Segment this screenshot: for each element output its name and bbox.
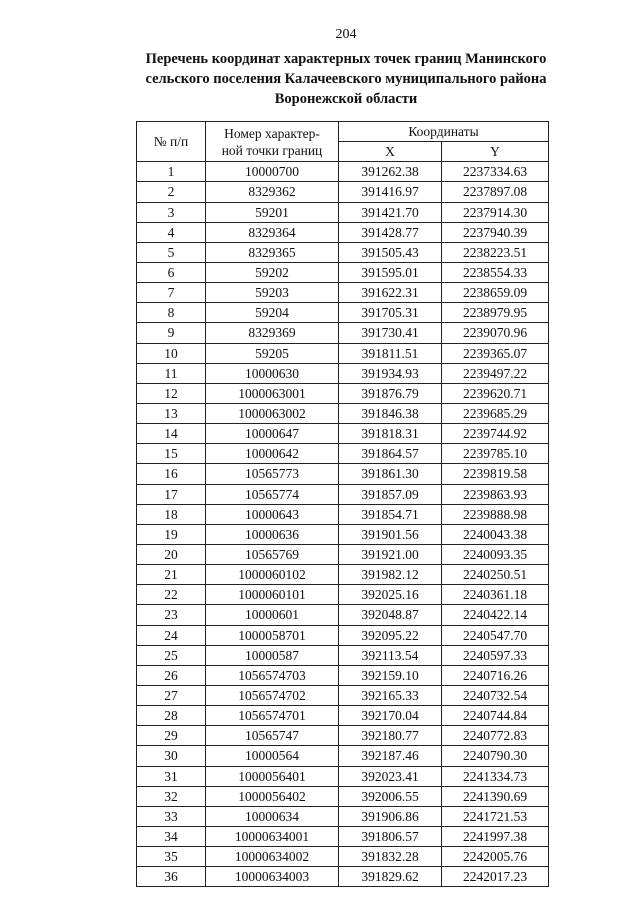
point-number-cell: 1000063001 <box>206 383 339 403</box>
table-body <box>137 162 549 887</box>
point-number-cell: 59203 <box>206 283 339 303</box>
x-coordinate-cell: 392170.04 <box>339 706 442 726</box>
x-coordinate-cell: 391906.86 <box>339 806 442 826</box>
header-number: № п/п <box>137 122 206 162</box>
row-number-cell: 27 <box>137 685 206 705</box>
y-coordinate-cell: 2240422.14 <box>442 605 549 625</box>
y-coordinate-cell: 2239620.71 <box>442 383 549 403</box>
point-number-cell: 10000634001 <box>206 826 339 846</box>
table-row <box>137 262 549 282</box>
x-coordinate-cell: 391421.70 <box>339 202 442 222</box>
point-number-cell: 10000642 <box>206 444 339 464</box>
point-number-cell: 1000060101 <box>206 585 339 605</box>
x-coordinate-cell: 391832.28 <box>339 847 442 867</box>
table-row <box>137 343 549 363</box>
header-y: Y <box>442 142 549 162</box>
x-coordinate-cell: 391622.31 <box>339 283 442 303</box>
table-row <box>137 585 549 605</box>
x-coordinate-cell: 391864.57 <box>339 444 442 464</box>
table-row <box>137 544 549 564</box>
point-number-cell: 1000063002 <box>206 403 339 423</box>
title-line-3: Воронежской области <box>274 91 418 107</box>
row-number-cell: 26 <box>137 665 206 685</box>
row-number-cell: 16 <box>137 464 206 484</box>
table-row <box>137 323 549 343</box>
y-coordinate-cell: 2241334.73 <box>442 766 549 786</box>
point-number-cell: 10000700 <box>206 162 339 182</box>
table-row <box>137 847 549 867</box>
x-coordinate-cell: 392159.10 <box>339 665 442 685</box>
table-row <box>137 424 549 444</box>
point-number-cell: 10000587 <box>206 645 339 665</box>
point-number-cell: 1000058701 <box>206 625 339 645</box>
table-row <box>137 363 549 383</box>
y-coordinate-cell: 2239888.98 <box>442 504 549 524</box>
row-number-cell: 33 <box>137 806 206 826</box>
row-number-cell: 10 <box>137 343 206 363</box>
row-number-cell: 30 <box>137 746 206 766</box>
x-coordinate-cell: 391934.93 <box>339 363 442 383</box>
point-number-cell: 1000060102 <box>206 565 339 585</box>
table-row <box>137 403 549 423</box>
y-coordinate-cell: 2240361.18 <box>442 585 549 605</box>
x-coordinate-cell: 391854.71 <box>339 504 442 524</box>
table-row <box>137 283 549 303</box>
x-coordinate-cell: 392095.22 <box>339 625 442 645</box>
y-coordinate-cell: 2239744.92 <box>442 424 549 444</box>
point-number-cell: 1056574703 <box>206 665 339 685</box>
row-number-cell: 6 <box>137 262 206 282</box>
row-number-cell: 8 <box>137 303 206 323</box>
row-number-cell: 19 <box>137 524 206 544</box>
point-number-cell: 10000643 <box>206 504 339 524</box>
point-number-cell: 10000634003 <box>206 867 339 887</box>
row-number-cell: 11 <box>137 363 206 383</box>
x-coordinate-cell: 391846.38 <box>339 403 442 423</box>
row-number-cell: 20 <box>137 544 206 564</box>
x-coordinate-cell: 391982.12 <box>339 565 442 585</box>
point-number-cell: 1000056402 <box>206 786 339 806</box>
row-number-cell: 34 <box>137 826 206 846</box>
row-number-cell: 32 <box>137 786 206 806</box>
row-number-cell: 7 <box>137 283 206 303</box>
row-number-cell: 1 <box>137 162 206 182</box>
y-coordinate-cell: 2239365.07 <box>442 343 549 363</box>
x-coordinate-cell: 391861.30 <box>339 464 442 484</box>
table-row <box>137 383 549 403</box>
y-coordinate-cell: 2237334.63 <box>442 162 549 182</box>
y-coordinate-cell: 2242005.76 <box>442 847 549 867</box>
x-coordinate-cell: 391829.62 <box>339 867 442 887</box>
point-number-cell: 10000634 <box>206 806 339 826</box>
table-row <box>137 645 549 665</box>
table-row <box>137 444 549 464</box>
row-number-cell: 28 <box>137 706 206 726</box>
x-coordinate-cell: 392025.16 <box>339 585 442 605</box>
header-point-line-1: Номер характер- <box>224 125 320 141</box>
document-title <box>100 49 592 109</box>
row-number-cell: 12 <box>137 383 206 403</box>
row-number-cell: 5 <box>137 242 206 262</box>
y-coordinate-cell: 2240043.38 <box>442 524 549 544</box>
x-coordinate-cell: 391806.57 <box>339 826 442 846</box>
row-number-cell: 14 <box>137 424 206 444</box>
table-row <box>137 524 549 544</box>
table-row <box>137 826 549 846</box>
header-coordinates: Координаты <box>339 122 549 142</box>
table-row <box>137 867 549 887</box>
row-number-cell: 23 <box>137 605 206 625</box>
row-number-cell: 25 <box>137 645 206 665</box>
row-number-cell: 36 <box>137 867 206 887</box>
y-coordinate-cell: 2241997.38 <box>442 826 549 846</box>
row-number-cell: 2 <box>137 182 206 202</box>
table-row <box>137 605 549 625</box>
y-coordinate-cell: 2238979.95 <box>442 303 549 323</box>
y-coordinate-cell: 2240250.51 <box>442 565 549 585</box>
coordinates-table <box>136 121 549 887</box>
row-number-cell: 9 <box>137 323 206 343</box>
x-coordinate-cell: 392187.46 <box>339 746 442 766</box>
point-number-cell: 1056574702 <box>206 685 339 705</box>
y-coordinate-cell: 2237897.08 <box>442 182 549 202</box>
header-x: X <box>339 142 442 162</box>
x-coordinate-cell: 392006.55 <box>339 786 442 806</box>
table-row <box>137 665 549 685</box>
y-coordinate-cell: 2240716.26 <box>442 665 549 685</box>
point-number-cell: 1000056401 <box>206 766 339 786</box>
y-coordinate-cell: 2238659.09 <box>442 283 549 303</box>
table-row <box>137 242 549 262</box>
table-row <box>137 222 549 242</box>
page-number: 204 <box>335 27 357 42</box>
y-coordinate-cell: 2237940.39 <box>442 222 549 242</box>
title-line-2: сельского поселения Калачеевского муниципального района <box>145 71 547 87</box>
table-row <box>137 685 549 705</box>
y-coordinate-cell: 2242017.23 <box>442 867 549 887</box>
x-coordinate-cell: 392023.41 <box>339 766 442 786</box>
point-number-cell: 8329365 <box>206 242 339 262</box>
x-coordinate-cell: 391921.00 <box>339 544 442 564</box>
x-coordinate-cell: 391595.01 <box>339 262 442 282</box>
x-coordinate-cell: 392165.33 <box>339 685 442 705</box>
x-coordinate-cell: 391416.97 <box>339 182 442 202</box>
point-number-cell: 59204 <box>206 303 339 323</box>
point-number-cell: 10000630 <box>206 363 339 383</box>
point-number-cell: 10000564 <box>206 746 339 766</box>
y-coordinate-cell: 2240744.84 <box>442 706 549 726</box>
y-coordinate-cell: 2238223.51 <box>442 242 549 262</box>
point-number-cell: 10000636 <box>206 524 339 544</box>
table-row <box>137 706 549 726</box>
y-coordinate-cell: 2240772.83 <box>442 726 549 746</box>
y-coordinate-cell: 2239497.22 <box>442 363 549 383</box>
x-coordinate-cell: 391505.43 <box>339 242 442 262</box>
row-number-cell: 17 <box>137 484 206 504</box>
x-coordinate-cell: 391818.31 <box>339 424 442 444</box>
row-number-cell: 35 <box>137 847 206 867</box>
point-number-cell: 10000601 <box>206 605 339 625</box>
table-row <box>137 766 549 786</box>
y-coordinate-cell: 2240790.30 <box>442 746 549 766</box>
row-number-cell: 22 <box>137 585 206 605</box>
table-row <box>137 806 549 826</box>
point-number-cell: 59201 <box>206 202 339 222</box>
row-number-cell: 15 <box>137 444 206 464</box>
x-coordinate-cell: 391811.51 <box>339 343 442 363</box>
point-number-cell: 10000647 <box>206 424 339 444</box>
y-coordinate-cell: 2238554.33 <box>442 262 549 282</box>
x-coordinate-cell: 391901.56 <box>339 524 442 544</box>
table-row <box>137 464 549 484</box>
row-number-cell: 3 <box>137 202 206 222</box>
row-number-cell: 31 <box>137 766 206 786</box>
x-coordinate-cell: 392113.54 <box>339 645 442 665</box>
table-row <box>137 786 549 806</box>
x-coordinate-cell: 391876.79 <box>339 383 442 403</box>
header-point-line-2: ной точки границ <box>221 142 323 158</box>
header-point-number <box>206 122 339 162</box>
table-row <box>137 202 549 222</box>
table-row <box>137 565 549 585</box>
table-row <box>137 303 549 323</box>
y-coordinate-cell: 2241721.53 <box>442 806 549 826</box>
y-coordinate-cell: 2237914.30 <box>442 202 549 222</box>
y-coordinate-cell: 2239070.96 <box>442 323 549 343</box>
x-coordinate-cell: 392048.87 <box>339 605 442 625</box>
table-row <box>137 504 549 524</box>
x-coordinate-cell: 391857.09 <box>339 484 442 504</box>
y-coordinate-cell: 2239863.93 <box>442 484 549 504</box>
row-number-cell: 29 <box>137 726 206 746</box>
table-row <box>137 746 549 766</box>
y-coordinate-cell: 2241390.69 <box>442 786 549 806</box>
point-number-cell: 8329364 <box>206 222 339 242</box>
y-coordinate-cell: 2240597.33 <box>442 645 549 665</box>
table-row <box>137 182 549 202</box>
row-number-cell: 18 <box>137 504 206 524</box>
point-number-cell: 10565747 <box>206 726 339 746</box>
y-coordinate-cell: 2240732.54 <box>442 685 549 705</box>
point-number-cell: 8329362 <box>206 182 339 202</box>
y-coordinate-cell: 2240547.70 <box>442 625 549 645</box>
x-coordinate-cell: 391428.77 <box>339 222 442 242</box>
y-coordinate-cell: 2239819.58 <box>442 464 549 484</box>
point-number-cell: 8329369 <box>206 323 339 343</box>
x-coordinate-cell: 391705.31 <box>339 303 442 323</box>
table-row <box>137 484 549 504</box>
point-number-cell: 59202 <box>206 262 339 282</box>
row-number-cell: 21 <box>137 565 206 585</box>
y-coordinate-cell: 2239685.29 <box>442 403 549 423</box>
title-line-1: Перечень координат характерных точек границ Манинского <box>145 51 547 67</box>
point-number-cell: 1056574701 <box>206 706 339 726</box>
y-coordinate-cell: 2240093.35 <box>442 544 549 564</box>
x-coordinate-cell: 392180.77 <box>339 726 442 746</box>
table-row <box>137 162 549 182</box>
point-number-cell: 59205 <box>206 343 339 363</box>
table-row <box>137 726 549 746</box>
point-number-cell: 10000634002 <box>206 847 339 867</box>
point-number-cell: 10565769 <box>206 544 339 564</box>
point-number-cell: 10565774 <box>206 484 339 504</box>
x-coordinate-cell: 391262.38 <box>339 162 442 182</box>
row-number-cell: 13 <box>137 403 206 423</box>
x-coordinate-cell: 391730.41 <box>339 323 442 343</box>
point-number-cell: 10565773 <box>206 464 339 484</box>
row-number-cell: 24 <box>137 625 206 645</box>
row-number-cell: 4 <box>137 222 206 242</box>
table-row <box>137 625 549 645</box>
y-coordinate-cell: 2239785.10 <box>442 444 549 464</box>
